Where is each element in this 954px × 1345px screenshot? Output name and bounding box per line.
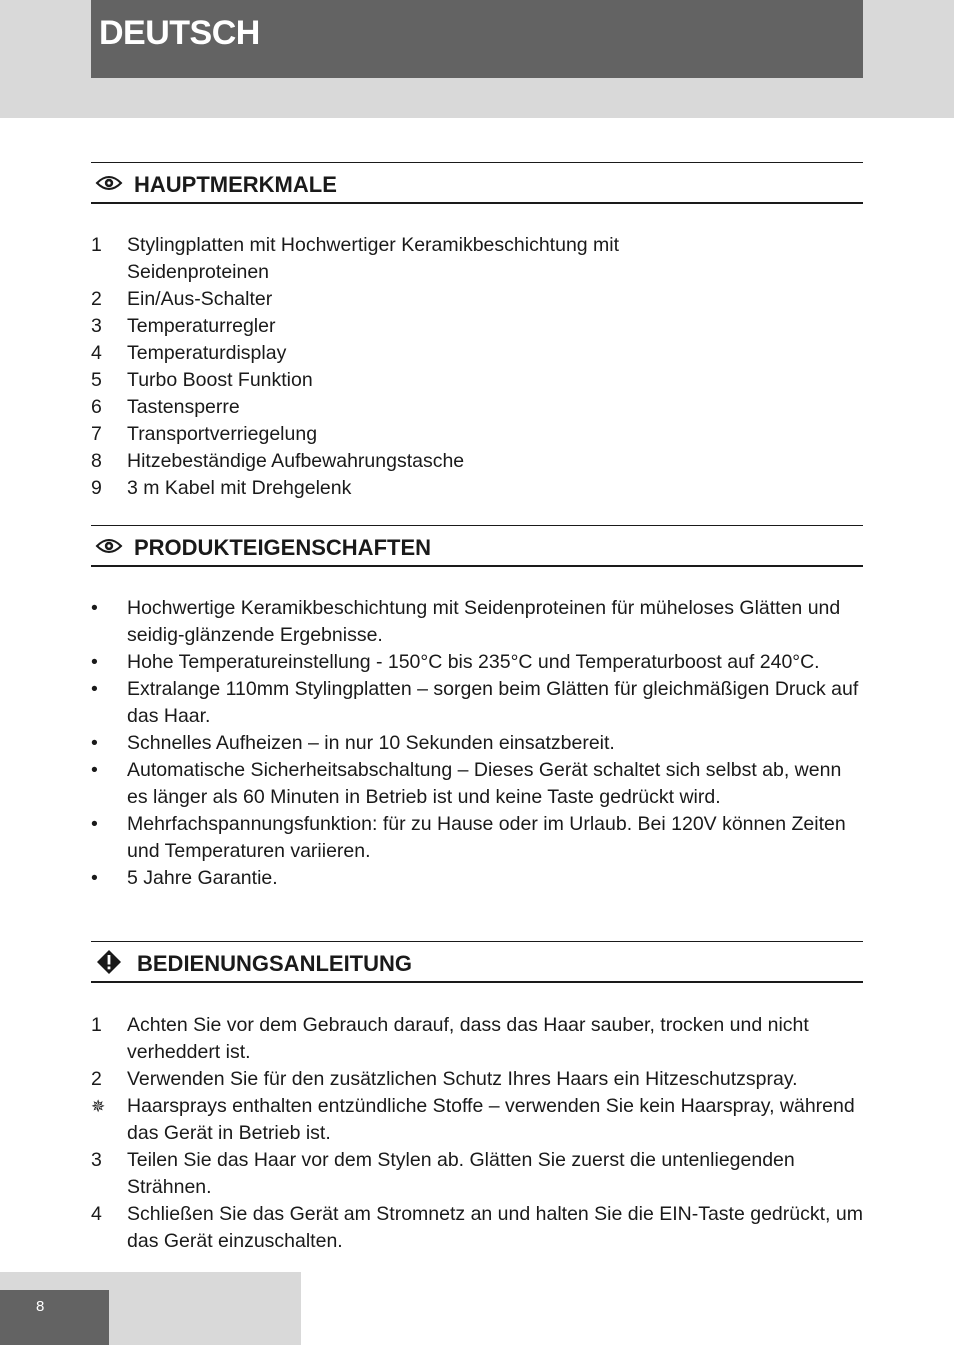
bullet: • [91,732,98,754]
feature-list [91,232,866,502]
eye-icon [95,536,123,556]
list-item [91,1066,866,1093]
item-number: 4 [91,342,102,364]
bullet: • [91,867,98,889]
item-text: Transportverriegelung [127,423,318,445]
item-number: 8 [91,450,102,472]
section-header-bedienungsanleitung [91,941,863,983]
item-text: Tastensperre [127,396,240,418]
section-title: BEDIENUNGSANLEITUNG [137,951,413,976]
item-text: Automatische Sicherheitsabschaltung – Dieses Gerät schaltet sich selbst ab, wenn es länger als 60 Minuten in Betrieb ist und keine Taste gedrückt wird. [127,759,842,808]
item-text: Temperaturregler [127,315,276,337]
item-number: 3 [91,315,102,337]
bullet: • [91,759,98,781]
item-text: 5 Jahre Garantie. [127,867,278,889]
item-number: 5 [91,369,102,391]
list-item [91,1012,866,1066]
item-text: Schließen Sie das Gerät am Stromnetz an und halten Sie die EIN-Taste gedrückt, um das Gerät einzuschalten. [127,1203,863,1252]
item-number: 2 [91,1068,102,1090]
list-item [91,448,866,475]
bullet: • [91,813,98,835]
list-item [91,865,866,892]
item-text: Teilen Sie das Haar vor dem Stylen ab. Glätten Sie zuerst die untenliegenden Strähnen. [127,1149,795,1198]
list-item [91,367,866,394]
language-bar [91,0,863,78]
list-item [91,313,866,340]
instruction-list [91,1012,866,1255]
item-text: Hochwertige Keramikbeschichtung mit Seidenproteinen für müheloses Glätten und seidig-glänzende Ergebnisse. [127,597,841,646]
list-item [91,394,866,421]
list-item [91,1201,866,1255]
bullet: • [91,678,98,700]
list-item [91,286,866,313]
item-number: 2 [91,288,102,310]
item-text: Temperaturdisplay [127,342,287,364]
item-text: Stylingplatten mit Hochwertiger Keramikbeschichtung mit Seidenproteinen [127,234,620,283]
item-text: Schnelles Aufheizen – in nur 10 Sekunden einsatzbereit. [127,732,615,754]
page-number-box [0,1290,109,1345]
item-number: 4 [91,1203,102,1225]
item-number: 6 [91,396,102,418]
language-title: DEUTSCH [99,14,260,52]
section-header-produkteigenschaften [91,525,863,567]
item-text: Haarsprays enthalten entzündliche Stoffe – verwenden Sie kein Haarspray, während das Gerät in Betrieb ist. [127,1095,855,1144]
eye-icon [95,173,123,193]
list-item [91,676,866,730]
list-item [91,757,866,811]
item-text: Extralange 110mm Stylingplatten – sorgen beim Glätten für gleichmäßigen Druck auf das Haar. [127,678,859,727]
section-header-hauptmerkmale [91,162,863,204]
list-item [91,232,866,286]
list-item [91,649,866,676]
item-text: Hohe Temperatureinstellung - 150°C bis 235°C und Temperaturboost auf 240°C. [127,651,820,673]
item-text: Mehrfachspannungsfunktion: für zu Hause oder im Urlaub. Bei 120V können Zeiten und Temperaturen variieren. [127,813,846,862]
diamond-warning-icon [95,949,123,975]
item-number: 1 [91,234,102,256]
item-text: Hitzebeständige Aufbewahrungstasche [127,450,465,472]
list-item [91,1093,866,1147]
item-text: Ein/Aus-Schalter [127,288,273,310]
list-item [91,730,866,757]
list-item [91,1147,866,1201]
section-title: HAUPTMERKMALE [134,172,337,197]
page-number: 8 [36,1298,45,1315]
list-item [91,421,866,448]
section-title: PRODUKTEIGENSCHAFTEN [134,535,432,560]
warning-star-icon: ✵ [91,1097,106,1116]
list-item [91,811,866,865]
list-item [91,595,866,649]
item-text: Achten Sie vor dem Gebrauch darauf, dass das Haar sauber, trocken und nicht verheddert ist. [127,1014,809,1063]
bullet: • [91,597,98,619]
item-text: Turbo Boost Funktion [127,369,313,391]
item-number: 9 [91,477,102,499]
item-text: Verwenden Sie für den zusätzlichen Schutz Ihres Haars ein Hitzeschutzspray. [127,1068,798,1090]
bullet: • [91,651,98,673]
item-number: 3 [91,1149,102,1171]
item-number: 1 [91,1014,102,1036]
property-list [91,595,866,892]
item-number: 7 [91,423,102,445]
item-text: 3 m Kabel mit Drehgelenk [127,477,352,499]
list-item [91,340,866,367]
list-item [91,475,866,502]
